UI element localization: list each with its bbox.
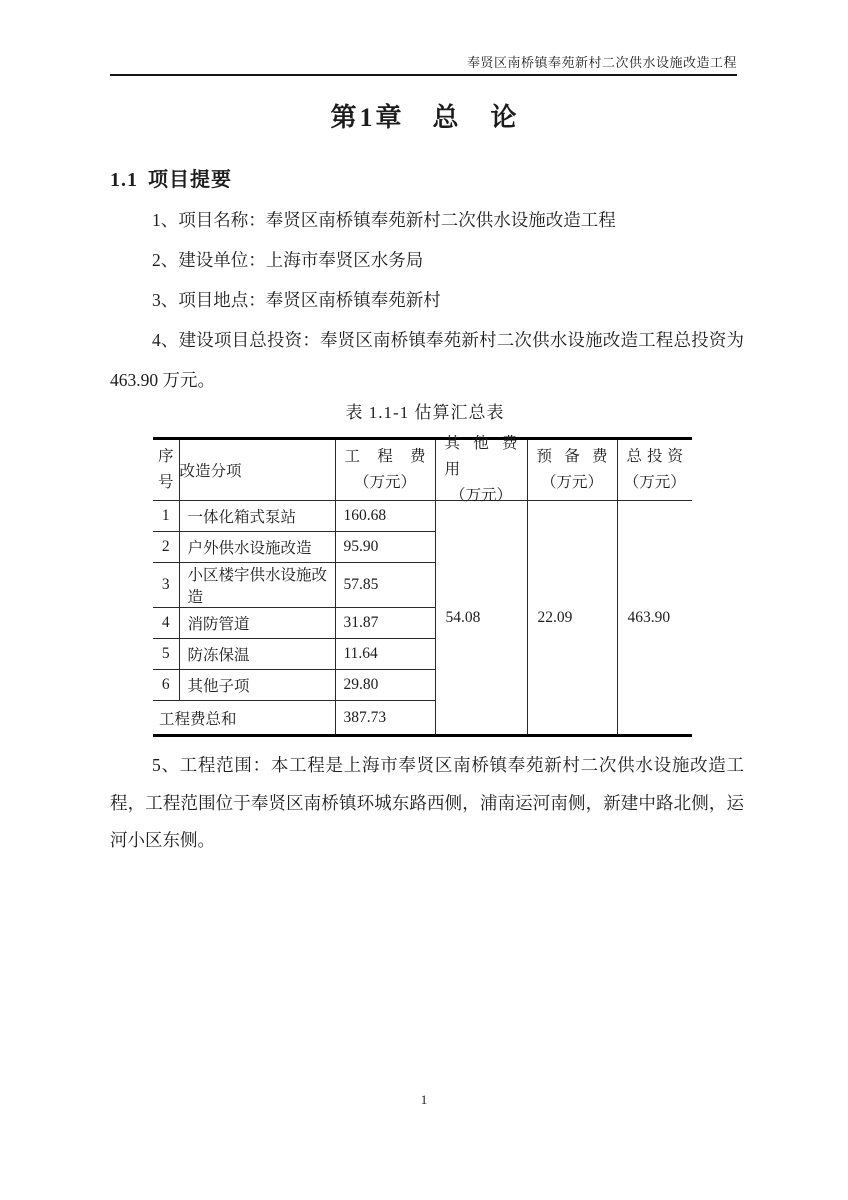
running-header-text: 奉贤区南桥镇奉苑新村二次供水设施改造工程: [466, 55, 737, 70]
table-caption: 表 1.1-1 估算汇总表: [345, 403, 505, 422]
scope-paragraph: [110, 747, 744, 860]
col-header-item: 改造分项: [179, 439, 335, 501]
total-row-cost: 387.73: [335, 701, 435, 736]
section-heading: [110, 163, 232, 192]
section-number: 1.1: [110, 169, 138, 191]
estimate-summary-table: [153, 437, 692, 737]
page-number: 1: [420, 1092, 428, 1107]
table-row: 1 一体化箱式泵站 160.68 54.08 22.09 463.90: [153, 501, 692, 532]
item-project-location: 3、项目地点：奉贤区南桥镇奉苑新村: [152, 290, 441, 310]
merged-other-fees-value: 54.08: [435, 501, 527, 736]
col-header-total: 总 投 资 （万元）: [617, 439, 692, 501]
merged-reserve-value: 22.09: [527, 501, 617, 736]
chapter-name: 总 论: [432, 103, 520, 132]
table-row: 4 消防管道 31.87: [153, 608, 692, 639]
running-header: [110, 52, 737, 76]
merged-total-investment-value: 463.90: [617, 501, 692, 736]
table-row: 6 其他子项 29.80: [153, 670, 692, 701]
project-summary-list: [110, 200, 744, 400]
chapter-title: [110, 97, 740, 134]
col-header-reserve: 预 备 费 （万元）: [527, 439, 617, 501]
chapter-number: 第1章: [330, 103, 405, 132]
table-header-row: [153, 439, 692, 501]
item-construction-unit: 2、建设单位：上海市奉贤区水务局: [152, 250, 424, 270]
col-header-cost: 工 程 费 （万元）: [335, 439, 435, 501]
item-project-name: 1、项目名称：奉贤区南桥镇奉苑新村二次供水设施改造工程: [152, 210, 616, 230]
table-row: 5 防冻保温 11.64: [153, 639, 692, 670]
total-row-label: 工程费总和: [159, 710, 237, 728]
table-row: 2 户外供水设施改造 95.90: [153, 532, 692, 563]
col-header-no: 序 号: [153, 439, 179, 501]
item-total-investment: 4、建设项目总投资：奉贤区南桥镇奉苑新村二次供水设施改造工程总投资为 463.90 万元。: [110, 330, 744, 390]
item-project-scope: 5、工程范围：本工程是上海市奉贤区南桥镇奉苑新村二次供水设施改造工程，工程范围位于奉贤区南桥镇环城东路西侧，浦南运河南侧，新建中路北侧，运河小区东侧。: [110, 755, 744, 850]
col-header-other-fees: 其 他 费 用 （万元）: [435, 439, 527, 501]
section-title: 项目提要: [148, 169, 232, 191]
table-row: 3 小区楼宇供水设施改造 57.85: [153, 563, 692, 608]
